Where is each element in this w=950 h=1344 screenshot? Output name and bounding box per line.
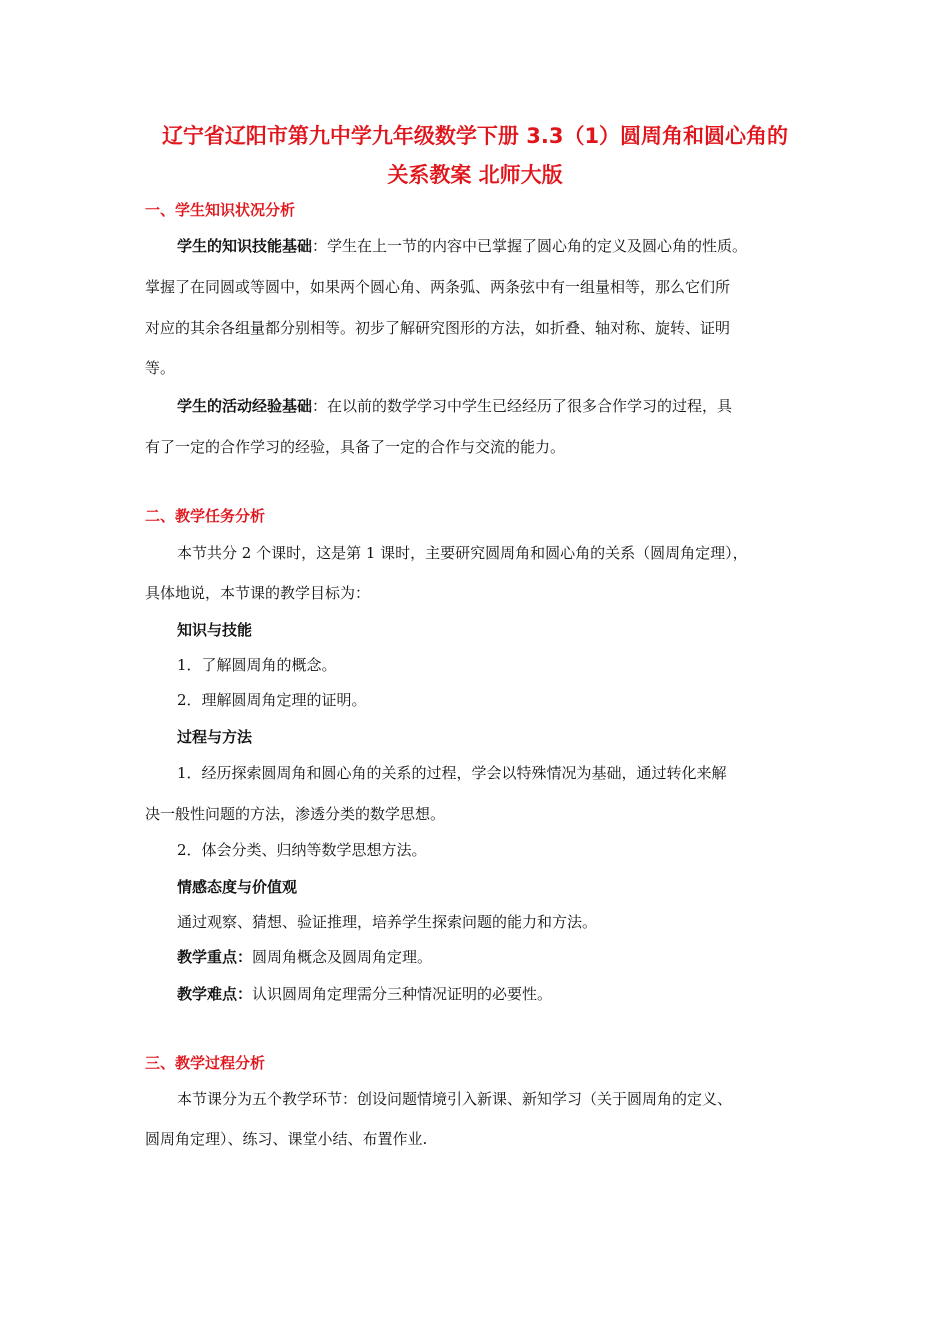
paragraph-text: ：在以前的数学学习中学生已经经历了很多合作学习的过程，具	[312, 397, 733, 415]
teaching-difficulty	[177, 983, 552, 1005]
subheading-attitude-values: 情感态度与价值观	[177, 878, 298, 896]
knowledge-item-1: 1．了解圆周角的概念。	[177, 656, 337, 674]
label-key-point: 教学重点：	[177, 948, 253, 966]
document-title-line-2: 关系教案 北师大版	[387, 163, 563, 187]
label-knowledge-skills: 学生的知识技能基础	[177, 237, 313, 255]
label-difficulty: 教学难点：	[177, 985, 253, 1003]
section-3-line-1: 本节课分为五个教学环节：创设问题情境引入新课、新知学习（关于圆周角的定义、	[177, 1090, 733, 1108]
label-activity-experience: 学生的活动经验基础	[177, 397, 313, 415]
section-2-intro-line-1: 本节共分 2 个课时，这是第 1 课时，主要研究圆周角和圆心角的关系（圆周角定理），	[177, 544, 748, 562]
paragraph-activity-experience-line-1	[177, 395, 732, 417]
paragraph-knowledge-skills-line-2: 掌握了在同圆或等圆中，如果两个圆心角、两条弧、两条弦中有一组量相等，那么它们所	[145, 278, 731, 296]
section-2-intro-line-2: 具体地说，本节课的教学目标为：	[145, 584, 371, 602]
process-item-1-line-1: 1．经历探索圆周角和圆心角的关系的过程，学会以特殊情况为基础，通过转化来解	[177, 764, 727, 782]
subheading-knowledge-skills: 知识与技能	[177, 621, 253, 639]
knowledge-item-2: 2．理解圆周角定理的证明。	[177, 691, 367, 709]
section-1-heading: 一、学生知识状况分析	[145, 201, 296, 219]
attitude-text: 通过观察、猜想、验证推理，培养学生探索问题的能力和方法。	[177, 913, 598, 931]
paragraph-knowledge-skills-line-4: 等。	[145, 359, 176, 377]
document-title-line-1: 辽宁省辽阳市第九中学九年级数学下册 3.3（1）圆周角和圆心角的	[161, 124, 789, 148]
section-3-line-2: 圆周角定理）、练习、课堂小结、布置作业.	[145, 1130, 428, 1148]
process-item-1-line-2: 决一般性问题的方法，渗透分类的数学思想。	[145, 805, 446, 823]
key-point-text: 圆周角概念及圆周角定理。	[252, 948, 433, 966]
section-3-heading: 三、教学过程分析	[145, 1054, 266, 1072]
process-item-2: 2．体会分类、归纳等数学思想方法。	[177, 841, 427, 859]
difficulty-text: 认识圆周角定理需分三种情况证明的必要性。	[252, 985, 553, 1003]
paragraph-text: ：学生在上一节的内容中已掌握了圆心角的定义及圆心角的性质。	[312, 237, 748, 255]
paragraph-activity-experience-line-2: 有了一定的合作学习的经验，具备了一定的合作与交流的能力。	[145, 438, 566, 456]
paragraph-knowledge-skills-line-1	[177, 235, 747, 257]
subheading-process-methods: 过程与方法	[177, 728, 253, 746]
section-2-heading: 二、教学任务分析	[145, 507, 266, 525]
paragraph-knowledge-skills-line-3: 对应的其余各组量都分别相等。初步了解研究图形的方法，如折叠、轴对称、旋转、证明	[145, 319, 731, 337]
teaching-key-point	[177, 946, 432, 968]
